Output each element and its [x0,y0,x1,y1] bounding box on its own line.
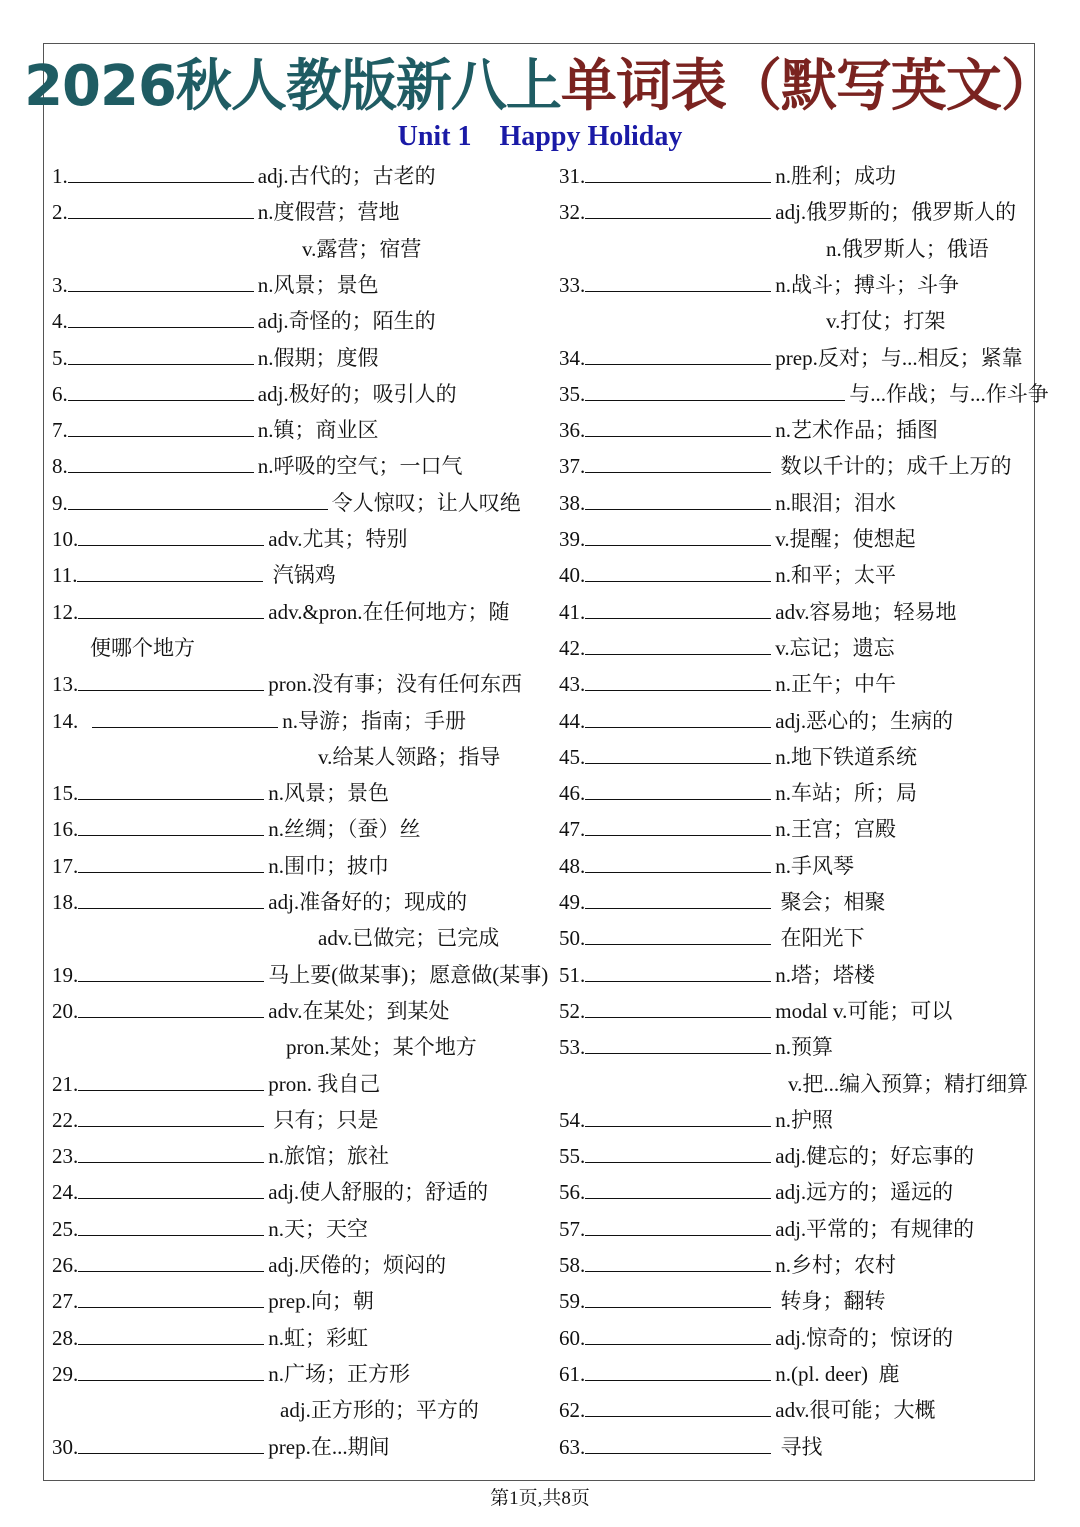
vocab-item [559,376,1049,412]
answer-blank[interactable] [78,1285,264,1308]
meaning-continuation: v.露营；宿营 [302,236,422,261]
answer-blank[interactable] [585,160,771,183]
vocab-item [52,448,463,484]
item-meaning: n.车站；所；局 [775,781,917,806]
answer-blank[interactable] [585,886,771,909]
item-number: 56. [559,1180,586,1205]
page-title [0,52,1080,122]
item-number: 43. [559,672,586,697]
item-meaning: adj.准备好的；现成的 [268,890,468,914]
item-number: 52. [559,998,586,1023]
answer-blank[interactable] [585,1104,771,1127]
item-number: 28. [52,1325,79,1350]
item-meaning: adj.平常的；有规律的 [775,1216,975,1241]
item-number: 44. [559,708,586,733]
vocab-item [559,1320,953,1356]
item-meaning: n.广场；正方形 [268,1361,410,1386]
vocab-item [52,811,421,847]
item-meaning: v.忘记；遗忘 [775,635,895,660]
item-meaning: n.呼吸的空气；一口气 [257,454,463,479]
answer-blank[interactable] [68,342,254,365]
item-meaning: adj.古代的；古老的 [257,164,436,188]
answer-blank[interactable] [68,487,328,510]
item-number: 3. [52,272,68,297]
item-number: 19. [52,962,79,987]
item-meaning: n.风景；景色 [268,781,389,806]
answer-blank[interactable] [585,1322,771,1345]
answer-blank[interactable] [585,959,771,982]
item-number: 31. [559,164,586,188]
item-number: 4. [52,309,68,334]
answer-blank[interactable] [78,959,264,982]
vocab-item [559,993,952,1029]
vocab-item [52,521,407,557]
item-number: 1. [52,164,68,188]
answer-blank[interactable] [585,995,771,1018]
item-meaning: adj.惊奇的；惊讶的 [775,1325,954,1350]
item-number: 17. [52,853,79,878]
answer-blank[interactable] [585,269,771,292]
item-meaning: adj.健忘的；好忘事的 [775,1144,975,1169]
item-number: 13. [52,672,79,697]
answer-blank[interactable] [78,995,264,1018]
item-meaning: pron.没有事；没有任何东西 [268,672,522,697]
item-number: 32. [559,200,586,225]
item-meaning: n.正午；中午 [775,672,896,697]
item-meaning: n.风景；景色 [257,272,379,297]
vocab-item [52,993,449,1029]
vocab-item [559,521,916,557]
item-number: 55. [559,1144,586,1169]
item-meaning: n.虹；彩虹 [268,1325,368,1350]
answer-blank[interactable] [78,850,264,873]
answer-blank[interactable] [68,160,254,183]
vocab-item [559,1029,833,1065]
item-number: 50. [559,926,586,951]
item-number: 54. [559,1107,586,1132]
answer-blank[interactable] [585,1213,771,1236]
item-meaning: adj.远方的；遥远的 [775,1180,954,1205]
item-meaning: adj.奇怪的；陌生的 [257,309,436,334]
item-number: 25. [52,1216,79,1241]
item-number: 45. [559,744,586,769]
item-number: 36. [559,418,586,443]
answer-blank[interactable] [585,342,771,365]
item-number: 9. [52,490,68,515]
item-number: 27. [52,1289,79,1314]
item-meaning: adj.恶心的；生病的 [775,708,954,733]
item-number: 26. [52,1253,79,1277]
item-number: 20. [52,998,79,1023]
item-meaning: pron. 我自己 [268,1071,381,1096]
vocab-item [52,594,510,630]
item-meaning: 数以千计的；成千上万的 [775,454,1012,479]
vocab-item [52,1138,389,1174]
vocab-item [52,1211,368,1247]
item-meaning: n.艺术作品；插图 [775,418,938,443]
item-number: 5. [52,345,68,370]
answer-blank[interactable] [78,813,264,836]
item-number: 53. [559,1035,586,1060]
answer-blank[interactable] [68,414,254,437]
vocab-item [559,1247,896,1283]
answer-blank[interactable] [68,450,254,473]
item-number: 49. [559,890,586,914]
answer-blank[interactable] [585,705,771,728]
item-number: 62. [559,1398,586,1423]
item-meaning: 只有；只是 [268,1107,379,1132]
item-meaning: n.假期；度假 [257,345,379,370]
vocab-item [52,884,467,920]
vocab-item [559,666,896,702]
vocab-item [52,267,379,303]
item-number: 10. [52,527,79,551]
item-meaning: adv.尤其；特别 [268,527,408,551]
vocab-item [559,485,896,521]
item-meaning: 聚会；相聚 [775,890,886,914]
item-number: 37. [559,454,586,479]
item-meaning: 转身；翻转 [775,1289,886,1314]
answer-blank[interactable] [78,1322,264,1345]
answer-blank[interactable] [78,523,264,546]
item-meaning: adv.很可能；大概 [775,1398,936,1423]
item-meaning: adj.俄罗斯的；俄罗斯人的 [775,200,1017,225]
answer-blank[interactable] [585,1358,771,1381]
item-meaning: adv.在某处；到某处 [268,998,450,1023]
vocab-item [559,1211,974,1247]
answer-blank[interactable] [78,1176,264,1199]
item-number: 63. [559,1434,586,1459]
meaning-continuation: v.给某人领路；指导 [318,744,501,769]
vocab-item [52,557,336,593]
vocab-item [559,920,865,956]
item-meaning: adv.&pron.在任何地方；随 [268,599,510,624]
item-meaning: n.导游；指南；手册 [282,708,466,733]
item-number: 23. [52,1144,79,1169]
vocab-item [559,594,956,630]
item-meaning: 在阳光下 [775,926,865,951]
meaning-continuation: v.打仗；打架 [826,309,946,334]
item-number: 35. [559,381,586,406]
vocab-item [52,1429,390,1465]
item-number: 14. [52,708,79,733]
item-number: 12. [52,599,79,624]
item-meaning: n.天；天空 [268,1216,368,1241]
title-part-2: 单词表（默写英文） [560,54,1056,119]
vocab-item [52,1356,410,1392]
answer-blank[interactable] [585,632,771,655]
item-number: 60. [559,1325,586,1350]
item-meaning: n.围巾；披巾 [268,853,389,878]
item-number: 24. [52,1180,79,1205]
item-number: 38. [559,490,586,515]
item-meaning: prep.反对；与...相反；紧靠 [775,345,1023,370]
vocab-item [559,194,1016,230]
item-meaning: n.塔；塔楼 [775,962,875,987]
item-number: 30. [52,1434,79,1459]
meaning-continuation: pron.某处；某个地方 [286,1035,477,1060]
answer-blank[interactable] [78,1249,264,1272]
answer-blank[interactable] [92,705,278,728]
vocab-item [559,884,886,920]
vocab-item [52,485,521,521]
item-meaning: 汽锅鸡 [267,563,336,588]
item-meaning: modal v.可能；可以 [775,998,953,1023]
page-footer: 第1页,共8页 [490,1488,590,1509]
item-meaning: n.度假营；营地 [257,200,400,225]
answer-blank[interactable] [78,668,264,691]
vocab-item [559,703,953,739]
vocab-item [559,1356,899,1392]
answer-blank[interactable] [78,1068,264,1091]
answer-blank[interactable] [68,378,254,401]
item-number: 16. [52,817,79,842]
answer-blank[interactable] [585,741,771,764]
item-number: 6. [52,381,68,406]
answer-blank[interactable] [77,559,263,582]
item-number: 41. [559,599,586,624]
answer-blank[interactable] [585,1249,771,1272]
item-meaning: n.乡村；农村 [775,1253,896,1277]
item-meaning: 马上要(做某事)；愿意做(某事) [268,962,549,987]
item-meaning: adj.极好的；吸引人的 [257,381,457,406]
item-number: 61. [559,1361,586,1386]
answer-blank[interactable] [585,1285,771,1308]
answer-blank[interactable] [585,922,771,945]
meaning-continuation: 便哪个地方 [90,635,195,660]
vocab-item [52,194,400,230]
vocab-item [52,412,379,448]
item-meaning: adv.容易地；轻易地 [775,599,957,624]
item-meaning: n.旅馆；旅社 [268,1144,389,1169]
item-meaning: n.王宫；宫殿 [775,817,896,842]
vocab-item [52,848,389,884]
vocab-item [559,412,938,448]
vocab-item [52,957,548,993]
item-number: 15. [52,781,79,806]
vocab-item [559,158,896,194]
answer-blank[interactable] [68,269,254,292]
answer-blank[interactable] [78,596,264,619]
vocab-item [52,775,389,811]
vocab-item [52,1174,488,1210]
item-meaning: adj.厌倦的；烦闷的 [268,1253,447,1277]
item-meaning: 令人惊叹；让人叹绝 [331,490,521,515]
vocab-item [559,1138,974,1174]
answer-blank[interactable] [585,196,771,219]
item-meaning: 寻找 [775,1434,823,1459]
vocab-item [559,1392,935,1428]
item-meaning: n.手风琴 [775,853,854,878]
answer-blank[interactable] [78,777,264,800]
vocab-item [559,811,896,847]
vocab-item [559,1174,953,1210]
answer-blank[interactable] [585,1176,771,1199]
answer-blank[interactable] [78,1140,264,1163]
vocab-item [52,703,466,739]
answer-blank[interactable] [585,1431,771,1454]
title-part-1: 2026秋人教版新八上 [24,54,561,119]
item-meaning: n.地下铁道系统 [775,744,917,769]
item-number: 39. [559,527,586,551]
answer-blank[interactable] [585,523,771,546]
unit-heading: Unit 1 Happy Holiday [397,121,683,152]
answer-blank[interactable] [78,1431,264,1454]
vocab-item [559,340,1023,376]
answer-blank[interactable] [68,305,254,328]
item-meaning: n.预算 [775,1035,833,1060]
vocab-item [559,739,917,775]
item-meaning: n.和平；太平 [775,563,896,588]
item-meaning: prep.在...期间 [268,1434,390,1459]
vocab-item [52,666,522,702]
item-meaning: n.护照 [775,1107,833,1132]
item-meaning: n.眼泪；泪水 [775,490,896,515]
item-number: 21. [52,1071,79,1096]
meaning-continuation: adj.正方形的；平方的 [280,1398,479,1423]
item-number: 33. [559,272,586,297]
answer-blank[interactable] [585,1140,771,1163]
vocab-item [559,957,875,993]
vocab-item [559,775,917,811]
meaning-continuation: adv.已做完；已完成 [318,926,500,951]
item-number: 7. [52,418,68,443]
item-meaning: prep.向；朝 [268,1289,374,1314]
answer-blank[interactable] [585,487,771,510]
vocab-item [559,1429,823,1465]
meaning-continuation: n.俄罗斯人；俄语 [826,236,989,261]
vocab-item [559,557,896,593]
item-number: 59. [559,1289,586,1314]
answer-blank[interactable] [585,378,845,401]
vocab-item [52,376,457,412]
item-meaning: adj.使人舒服的；舒适的 [268,1180,489,1205]
item-meaning: v.提醒；使想起 [775,527,916,551]
answer-blank[interactable] [585,850,771,873]
answer-blank[interactable] [585,559,771,582]
answer-blank[interactable] [585,596,771,619]
item-meaning: 与...作战；与...作斗争 [849,381,1049,406]
vocab-item [52,158,436,194]
item-number: 46. [559,781,586,806]
item-number: 48. [559,853,586,878]
answer-blank[interactable] [68,196,254,219]
item-number: 18. [52,890,79,914]
item-number: 42. [559,635,586,660]
answer-blank[interactable] [585,1394,771,1417]
vocab-item [52,1247,446,1283]
answer-blank[interactable] [585,450,771,473]
vocab-item [559,267,959,303]
answer-blank[interactable] [78,886,264,909]
item-number: 47. [559,817,586,842]
meaning-continuation: v.把...编入预算；精打细算 [788,1071,1029,1096]
answer-blank[interactable] [585,813,771,836]
item-meaning: n.镇；商业区 [257,418,379,443]
item-number: 8. [52,454,68,479]
item-meaning: n.胜利；成功 [775,164,896,188]
vocab-item [52,340,379,376]
item-number: 34. [559,345,586,370]
answer-blank[interactable] [585,668,771,691]
item-meaning: n.(pl. deer) 鹿 [775,1361,900,1386]
vocab-item [559,448,1012,484]
answer-blank[interactable] [78,1104,264,1127]
item-number: 40. [559,563,586,588]
item-number: 22. [52,1107,79,1132]
answer-blank[interactable] [78,1358,264,1381]
item-number: 51. [559,962,586,987]
vocab-item [559,630,895,666]
answer-blank[interactable] [585,1031,771,1054]
vocab-item [52,1066,380,1102]
item-number: 29. [52,1361,79,1386]
vocab-item [559,848,854,884]
item-meaning: n.战斗；搏斗；斗争 [775,272,959,297]
vocab-item [52,1283,374,1319]
item-number: 11. [52,563,78,588]
item-meaning: n.丝绸；（蚕）丝 [268,817,421,842]
vocab-item [52,1102,379,1138]
vocab-item [559,1102,833,1138]
item-number: 57. [559,1216,586,1241]
vocab-item [52,303,436,339]
vocab-item [52,1320,368,1356]
answer-blank[interactable] [78,1213,264,1236]
answer-blank[interactable] [585,777,771,800]
vocab-item [559,1283,886,1319]
item-number: 2. [52,200,68,225]
answer-blank[interactable] [585,414,771,437]
item-number: 58. [559,1253,586,1277]
